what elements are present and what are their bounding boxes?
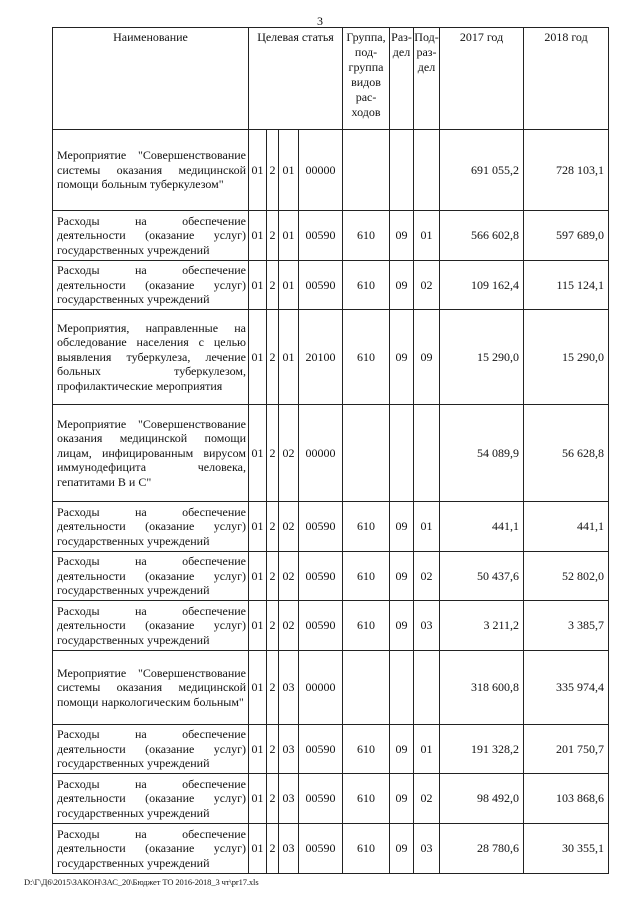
header-year-2017: 2017 год xyxy=(440,28,524,130)
table-row xyxy=(53,130,609,211)
code-part-3: 01 xyxy=(279,310,299,405)
expense-group: 610 xyxy=(343,502,390,552)
amount-2017: 566 602,8 xyxy=(440,211,524,261)
code-part-1: 01 xyxy=(249,502,267,552)
code-part-1: 01 xyxy=(249,261,267,310)
code-part-3: 03 xyxy=(279,774,299,824)
expense-group xyxy=(343,405,390,502)
amount-2017: 441,1 xyxy=(440,502,524,552)
section: 09 xyxy=(390,310,414,405)
code-part-2: 2 xyxy=(267,651,279,725)
table-row xyxy=(53,261,609,310)
code-part-3: 01 xyxy=(279,130,299,211)
section: 09 xyxy=(390,211,414,261)
code-part-4: 00000 xyxy=(299,405,343,502)
subsection: 02 xyxy=(414,552,440,601)
subsection: 09 xyxy=(414,310,440,405)
code-part-3: 03 xyxy=(279,824,299,874)
code-part-3: 03 xyxy=(279,651,299,725)
code-part-3: 03 xyxy=(279,725,299,774)
row-name: Расходы на обеспечение деятельности (оказание услуг) государственных учреждений xyxy=(53,552,249,601)
code-part-1: 01 xyxy=(249,651,267,725)
header-section: Раз-дел xyxy=(390,28,414,130)
expense-group: 610 xyxy=(343,211,390,261)
header-expense-group: Группа, под-группа видов рас-ходов xyxy=(343,28,390,130)
expense-group: 610 xyxy=(343,774,390,824)
row-name: Мероприятие "Совершенствование системы оказания медицинской помощи больным туберкулезом" xyxy=(53,130,249,211)
amount-2018: 728 103,1 xyxy=(524,130,609,211)
code-part-1: 01 xyxy=(249,725,267,774)
section: 09 xyxy=(390,725,414,774)
amount-2018: 15 290,0 xyxy=(524,310,609,405)
section xyxy=(390,405,414,502)
row-name: Расходы на обеспечение деятельности (оказание услуг) государственных учреждений xyxy=(53,211,249,261)
amount-2018: 103 868,6 xyxy=(524,774,609,824)
subsection: 01 xyxy=(414,211,440,261)
subsection: 02 xyxy=(414,261,440,310)
code-part-2: 2 xyxy=(267,261,279,310)
subsection: 01 xyxy=(414,502,440,552)
amount-2017: 109 162,4 xyxy=(440,261,524,310)
amount-2018: 597 689,0 xyxy=(524,211,609,261)
header-name: Наименование xyxy=(53,28,249,130)
amount-2017: 98 492,0 xyxy=(440,774,524,824)
amount-2017: 54 089,9 xyxy=(440,405,524,502)
code-part-4: 00590 xyxy=(299,774,343,824)
amount-2018: 115 124,1 xyxy=(524,261,609,310)
code-part-4: 00590 xyxy=(299,552,343,601)
code-part-3: 01 xyxy=(279,261,299,310)
section: 09 xyxy=(390,552,414,601)
code-part-4: 00590 xyxy=(299,261,343,310)
table-row xyxy=(53,552,609,601)
section: 09 xyxy=(390,774,414,824)
code-part-2: 2 xyxy=(267,725,279,774)
code-part-3: 01 xyxy=(279,211,299,261)
amount-2017: 318 600,8 xyxy=(440,651,524,725)
code-part-1: 01 xyxy=(249,211,267,261)
row-name: Расходы на обеспечение деятельности (оказание услуг) государственных учреждений xyxy=(53,261,249,310)
code-part-3: 02 xyxy=(279,601,299,651)
amount-2017: 28 780,6 xyxy=(440,824,524,874)
table-row xyxy=(53,310,609,405)
table-row xyxy=(53,651,609,725)
header-year-2018: 2018 год xyxy=(524,28,609,130)
amount-2018: 3 385,7 xyxy=(524,601,609,651)
code-part-1: 01 xyxy=(249,130,267,211)
file-path-footer: D:\Г\Д6\2015\ЗАКОН\ЗАС_20\Бюджет ТО 2016-2018_3 чт\pr17.xls xyxy=(24,877,259,887)
row-name: Мероприятия, направленные на обследование населения с целью выявления туберкулеза, лечение больных туберкулезом, профилактические мероприятия xyxy=(53,310,249,405)
table-row xyxy=(53,211,609,261)
expense-group xyxy=(343,651,390,725)
code-part-2: 2 xyxy=(267,502,279,552)
code-part-4: 00590 xyxy=(299,502,343,552)
section: 09 xyxy=(390,502,414,552)
amount-2017: 50 437,6 xyxy=(440,552,524,601)
code-part-1: 01 xyxy=(249,552,267,601)
code-part-2: 2 xyxy=(267,405,279,502)
amount-2018: 52 802,0 xyxy=(524,552,609,601)
code-part-1: 01 xyxy=(249,824,267,874)
code-part-2: 2 xyxy=(267,824,279,874)
code-part-4: 20100 xyxy=(299,310,343,405)
subsection: 03 xyxy=(414,601,440,651)
code-part-2: 2 xyxy=(267,601,279,651)
budget-table xyxy=(52,27,609,874)
code-part-4: 00590 xyxy=(299,824,343,874)
expense-group: 610 xyxy=(343,310,390,405)
amount-2018: 56 628,8 xyxy=(524,405,609,502)
row-name: Расходы на обеспечение деятельности (оказание услуг) государственных учреждений xyxy=(53,824,249,874)
expense-group: 610 xyxy=(343,552,390,601)
code-part-4: 00590 xyxy=(299,601,343,651)
code-part-2: 2 xyxy=(267,774,279,824)
code-part-2: 2 xyxy=(267,130,279,211)
amount-2018: 441,1 xyxy=(524,502,609,552)
header-subsection: Под-раз-дел xyxy=(414,28,440,130)
section xyxy=(390,651,414,725)
table-row xyxy=(53,601,609,651)
table-row xyxy=(53,824,609,874)
subsection: 02 xyxy=(414,774,440,824)
expense-group xyxy=(343,130,390,211)
expense-group: 610 xyxy=(343,601,390,651)
code-part-2: 2 xyxy=(267,310,279,405)
amount-2017: 191 328,2 xyxy=(440,725,524,774)
section: 09 xyxy=(390,601,414,651)
subsection: 01 xyxy=(414,725,440,774)
row-name: Мероприятие "Совершенствование системы оказания медицинской помощи наркологическим больным" xyxy=(53,651,249,725)
amount-2018: 201 750,7 xyxy=(524,725,609,774)
code-part-4: 00590 xyxy=(299,725,343,774)
code-part-4: 00000 xyxy=(299,651,343,725)
code-part-1: 01 xyxy=(249,774,267,824)
row-name: Мероприятие "Совершенствование оказания медицинской помощи лицам, инфицированным вирусом иммунодефицита человека, гепатитами В и С" xyxy=(53,405,249,502)
expense-group: 610 xyxy=(343,824,390,874)
code-part-1: 01 xyxy=(249,405,267,502)
header-target-article: Целевая статья xyxy=(249,28,343,130)
subsection xyxy=(414,651,440,725)
section: 09 xyxy=(390,261,414,310)
header-row xyxy=(53,28,609,130)
code-part-2: 2 xyxy=(267,211,279,261)
amount-2018: 30 355,1 xyxy=(524,824,609,874)
code-part-2: 2 xyxy=(267,552,279,601)
section xyxy=(390,130,414,211)
row-name: Расходы на обеспечение деятельности (оказание услуг) государственных учреждений xyxy=(53,601,249,651)
code-part-3: 02 xyxy=(279,552,299,601)
amount-2017: 3 211,2 xyxy=(440,601,524,651)
page-number: 3 xyxy=(317,14,323,28)
table-body xyxy=(53,130,609,874)
amount-2017: 15 290,0 xyxy=(440,310,524,405)
table-row xyxy=(53,774,609,824)
row-name: Расходы на обеспечение деятельности (оказание услуг) государственных учреждений xyxy=(53,725,249,774)
amount-2017: 691 055,2 xyxy=(440,130,524,211)
code-part-4: 00590 xyxy=(299,211,343,261)
code-part-3: 02 xyxy=(279,502,299,552)
code-part-4: 00000 xyxy=(299,130,343,211)
code-part-1: 01 xyxy=(249,310,267,405)
subsection: 03 xyxy=(414,824,440,874)
subsection xyxy=(414,130,440,211)
code-part-1: 01 xyxy=(249,601,267,651)
table-row xyxy=(53,725,609,774)
row-name: Расходы на обеспечение деятельности (оказание услуг) государственных учреждений xyxy=(53,502,249,552)
row-name: Расходы на обеспечение деятельности (оказание услуг) государственных учреждений xyxy=(53,774,249,824)
amount-2018: 335 974,4 xyxy=(524,651,609,725)
code-part-3: 02 xyxy=(279,405,299,502)
expense-group: 610 xyxy=(343,725,390,774)
table-row xyxy=(53,502,609,552)
section: 09 xyxy=(390,824,414,874)
expense-group: 610 xyxy=(343,261,390,310)
table-row xyxy=(53,405,609,502)
subsection xyxy=(414,405,440,502)
